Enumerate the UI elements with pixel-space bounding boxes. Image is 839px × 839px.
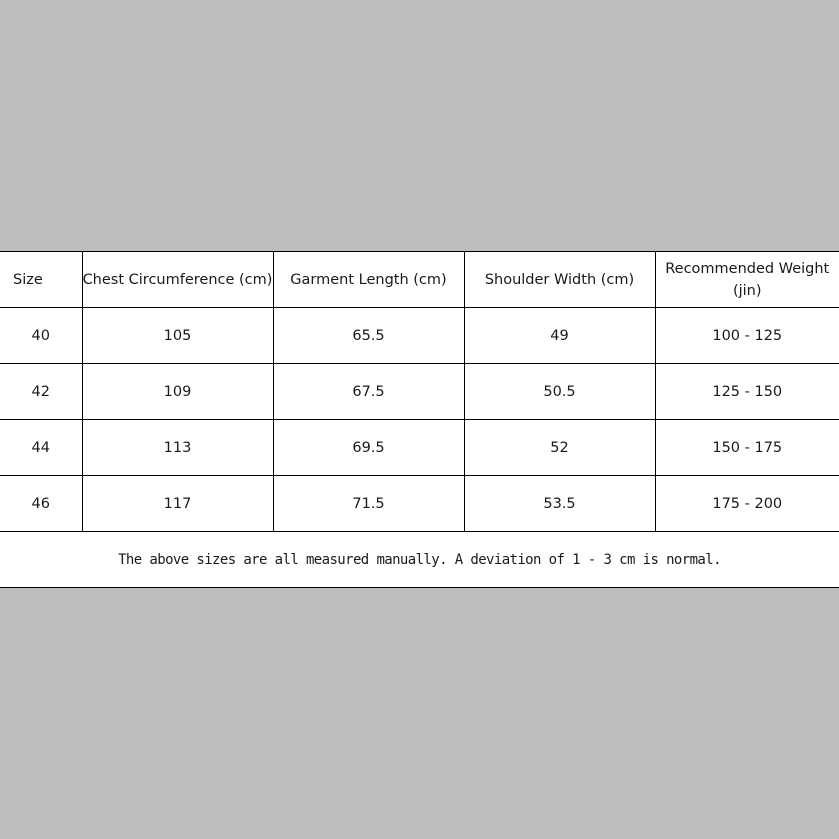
header-garment-length: Garment Length (cm) — [273, 252, 464, 308]
table-row — [0, 420, 839, 476]
cell-shoulder: 50.5 — [464, 364, 655, 420]
measurement-note: The above sizes are all measured manually. A deviation of 1 - 3 cm is normal. — [0, 532, 839, 588]
header-shoulder-width: Shoulder Width (cm) — [464, 252, 655, 308]
header-recommended-weight: Recommended Weight (jin) — [655, 252, 839, 308]
cell-weight: 175 - 200 — [655, 476, 839, 532]
cell-chest: 117 — [82, 476, 273, 532]
table-row — [0, 476, 839, 532]
cell-size: 40 — [0, 308, 82, 364]
cell-chest: 109 — [82, 364, 273, 420]
cell-length: 65.5 — [273, 308, 464, 364]
table-header-row — [0, 252, 839, 308]
table-note-row — [0, 532, 839, 588]
cell-size: 42 — [0, 364, 82, 420]
cell-shoulder: 52 — [464, 420, 655, 476]
cell-weight: 100 - 125 — [655, 308, 839, 364]
cell-shoulder: 53.5 — [464, 476, 655, 532]
table-row — [0, 308, 839, 364]
cell-size: 44 — [0, 420, 82, 476]
header-chest-circumference: Chest Circumference (cm) — [82, 252, 273, 308]
cell-shoulder: 49 — [464, 308, 655, 364]
header-size: Size — [0, 252, 82, 308]
cell-weight: 125 - 150 — [655, 364, 839, 420]
cell-chest: 113 — [82, 420, 273, 476]
cell-length: 69.5 — [273, 420, 464, 476]
cell-length: 67.5 — [273, 364, 464, 420]
cell-weight: 150 - 175 — [655, 420, 839, 476]
cell-length: 71.5 — [273, 476, 464, 532]
cell-chest: 105 — [82, 308, 273, 364]
size-chart-table — [0, 251, 839, 588]
cell-size: 46 — [0, 476, 82, 532]
table-row — [0, 364, 839, 420]
